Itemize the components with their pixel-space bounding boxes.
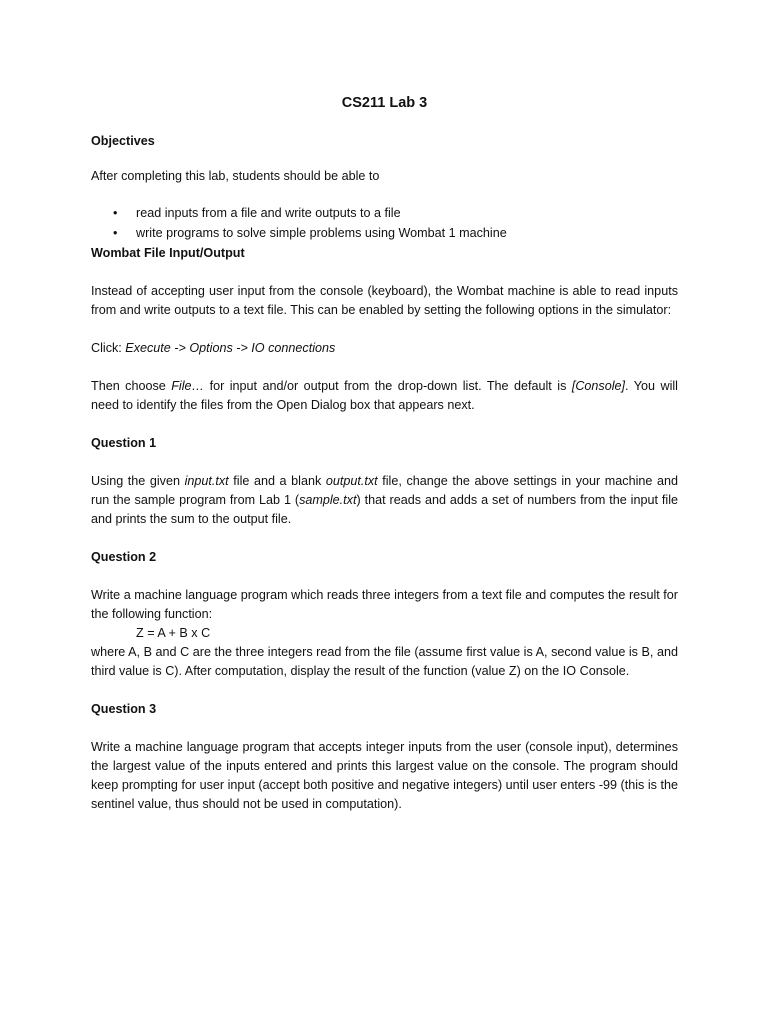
question-3-text: Write a machine language program that accepts integer inputs from the user (console input), determines the largest value of the inputs entered and prints this largest value on the console. The program should keep prompting for user input (accept both positive and negative integers) until user enters -99 (this is the sentinel value, thus should not be used in computation). [91, 740, 678, 811]
output-file-name: output.txt [325, 474, 378, 488]
objectives-heading: Objectives [91, 134, 155, 148]
question-1-text [91, 472, 678, 529]
list-item [91, 204, 678, 224]
choose-text: for input and/or output from the drop-down list. The default is [204, 379, 572, 393]
bullet-icon: • [113, 206, 118, 220]
choose-instruction [91, 377, 678, 415]
question-2-formula: Z = A + B x C [136, 626, 211, 640]
file-io-paragraph: Instead of accepting user input from the console (keyboard), the Wombat machine is able to read inputs from and write outputs to a text file. This can be enabled by setting the following options in the simulator: [91, 284, 678, 317]
q1-text: file and a blank [228, 474, 326, 488]
document-page [91, 94, 678, 814]
q1-text: ) that reads and adds a set of numbers from the input file and prints the sum to the output file. [91, 493, 679, 526]
question-2-intro: Write a machine language program which reads three integers from a text file and computes the result for the following function: [91, 588, 678, 621]
file-io-heading: Wombat File Input/Output [91, 246, 245, 260]
list-item [91, 224, 678, 244]
menu-path: Execute -> Options -> IO connections [125, 341, 336, 355]
choose-text: Then choose [91, 379, 172, 393]
objective-text: read inputs from a file and write outputs to a file [136, 206, 401, 220]
objectives-list [91, 204, 678, 244]
question-3-heading: Question 3 [91, 702, 157, 716]
click-label: Click: [91, 341, 126, 355]
choose-text: . You will need to identify the files from the Open Dialog box that appears next. [91, 379, 678, 412]
objectives-intro: After completing this lab, students should be able to [91, 169, 380, 183]
console-option: [Console] [571, 379, 626, 393]
question-2-heading: Question 2 [91, 550, 157, 564]
sample-file-name: sample.txt [299, 493, 357, 507]
document-title: CS211 Lab 3 [341, 95, 428, 111]
q1-text: file, change the above settings in your machine and run the sample program from Lab 1 ( [91, 474, 679, 507]
question-2-after: where A, B and C are the three integers read from the file (assume first value is A, second value is B, and third value is C). After computation, display the result of the function (value Z) on the IO Console. [91, 645, 678, 678]
bullet-icon: • [113, 226, 118, 240]
question-1-heading: Question 1 [91, 436, 157, 450]
file-option: File… [171, 379, 205, 393]
click-instruction [91, 339, 678, 358]
q1-text: Using the given [91, 474, 185, 488]
objective-text: write programs to solve simple problems using Wombat 1 machine [136, 226, 507, 240]
input-file-name: input.txt [184, 474, 229, 488]
